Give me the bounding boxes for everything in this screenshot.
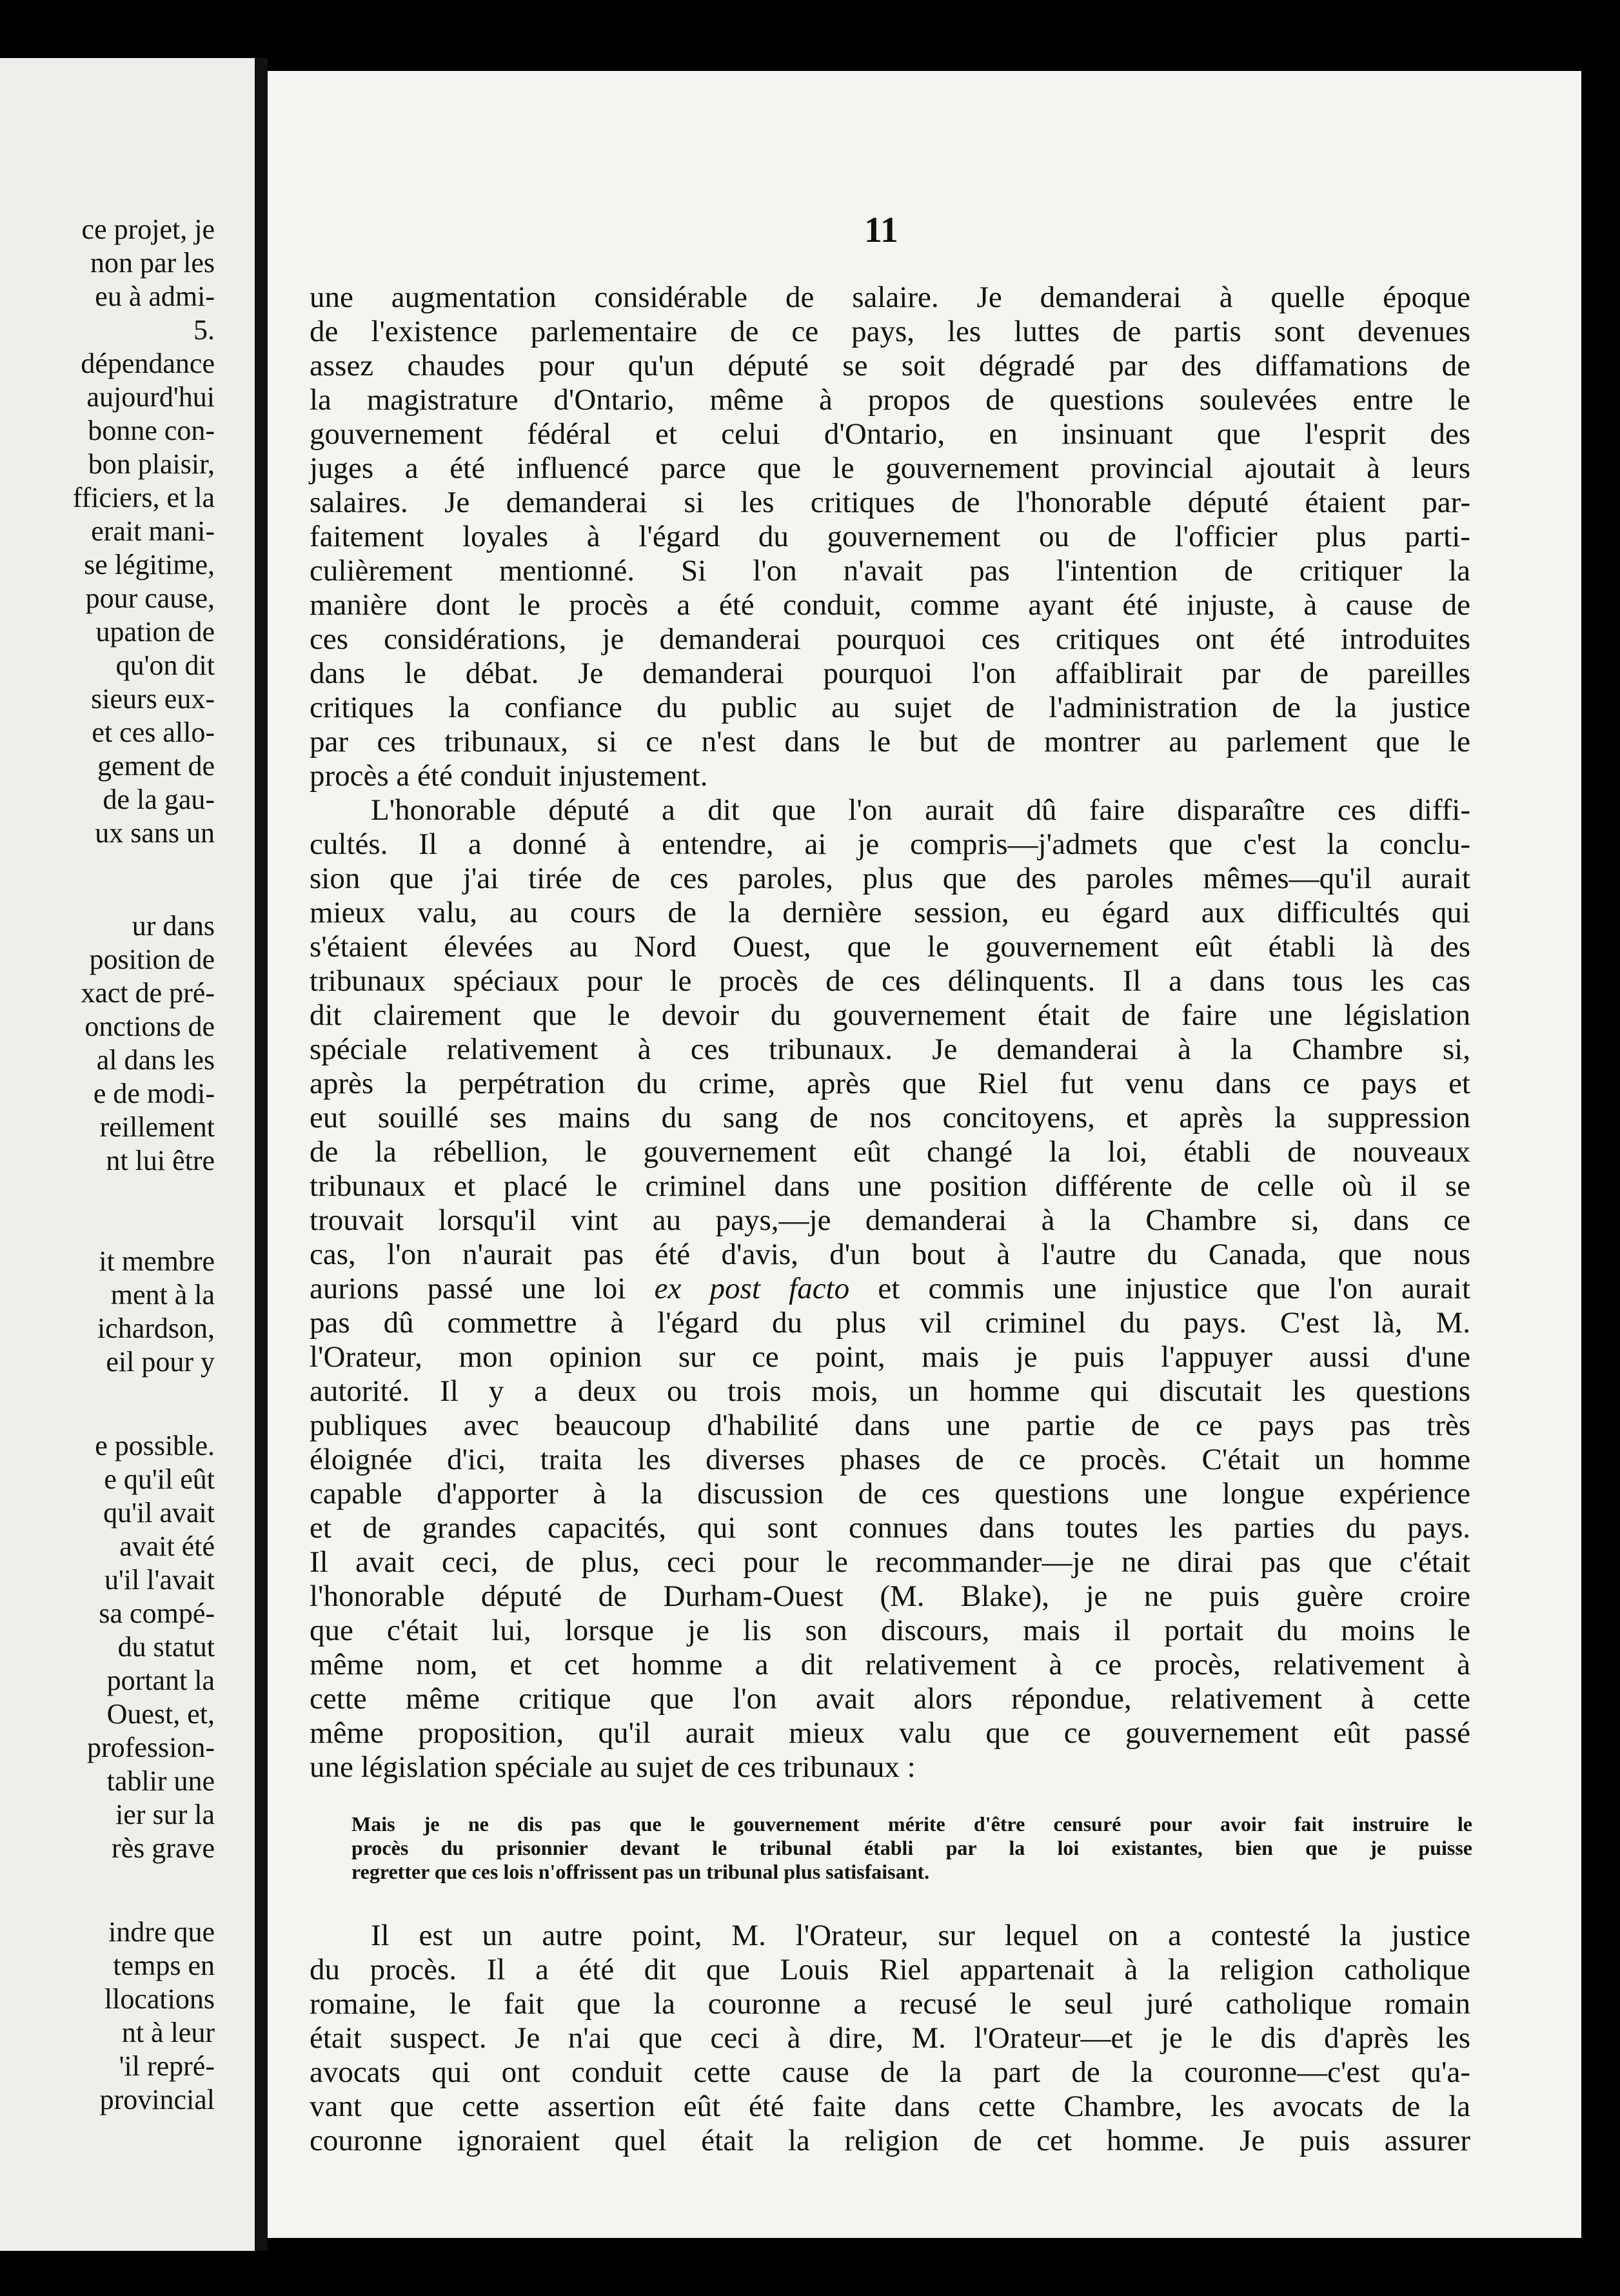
left-page-line: e de modi- bbox=[93, 1078, 215, 1109]
body-line: manière dont le procès a été conduit, comme ayant été injuste, à cause de bbox=[310, 588, 1470, 622]
body-line: l'Orateur, mon opinion sur ce point, mais je puis l'appuyer aussi d'une bbox=[310, 1340, 1470, 1374]
body-line: sion que j'ai tirée de ces paroles, plus que des paroles mêmes—qu'il aurait bbox=[310, 862, 1470, 895]
left-page-line: sieurs eux- bbox=[91, 683, 215, 715]
body-line: de la rébellion, le gouvernement eût changé la loi, établi de nouveaux bbox=[310, 1135, 1470, 1169]
left-page-line: indre que bbox=[108, 1916, 215, 1948]
body-line: s'étaient élevées au Nord Ouest, que le gouvernement eût établi là des bbox=[310, 930, 1470, 964]
body-line: romaine, le fait que la couronne a recusé le seul juré catholique romain bbox=[310, 1987, 1470, 2021]
body-line: tribunaux spéciaux pour le procès de ces délinquents. Il a dans tous les cas bbox=[310, 964, 1470, 998]
left-page-line: provincial bbox=[99, 2084, 215, 2115]
body-line: pas dû commettre à l'égard du plus vil criminel du pays. C'est là, M. bbox=[310, 1306, 1470, 1340]
body-line: par ces tribunaux, si ce n'est dans le but de montrer au parlement que le bbox=[310, 725, 1470, 758]
left-page-line: u'il l'avait bbox=[104, 1564, 215, 1596]
body-line: eut souillé ses mains du sang de nos concitoyens, et après la suppression bbox=[310, 1101, 1470, 1134]
left-page-line: ichardson, bbox=[97, 1312, 215, 1344]
left-page-line: ce projet, je bbox=[81, 213, 215, 245]
body-line: dit clairement que le devoir du gouvernement était de faire une législation bbox=[310, 998, 1470, 1032]
left-page-line: et ces allo- bbox=[92, 717, 215, 748]
left-page-line: portant la bbox=[106, 1665, 215, 1696]
body-line: la magistrature d'Ontario, même à propos de questions soulevées entre le bbox=[310, 383, 1470, 417]
body-line: L'honorable député a dit que l'on aurait dû faire disparaître ces diffi- bbox=[371, 793, 1470, 827]
left-page-line: pour cause, bbox=[85, 582, 215, 614]
left-page-line: position de bbox=[89, 944, 215, 975]
body-line: était suspect. Je n'ai que ceci à dire, M. l'Orateur—et je le dis d'après les bbox=[310, 2021, 1470, 2055]
quote-line: procès du prisonnier devant le tribunal établi par la loi existantes, bien que je puisse bbox=[351, 1836, 1472, 1859]
body-line: couronne ignoraient quel était la religion de cet homme. Je puis assurer bbox=[310, 2124, 1470, 2157]
left-page-line: dépendance bbox=[81, 348, 215, 379]
body-line: éloignée d'ici, traita les diverses phases de ce procès. C'était un homme bbox=[310, 1443, 1470, 1476]
left-page-line: du statut bbox=[117, 1631, 215, 1663]
body-line: capable d'apporter à la discussion de ces questions une longue expérience bbox=[310, 1477, 1470, 1510]
body-line: du procès. Il a été dit que Louis Riel appartenait à la religion catholique bbox=[310, 1953, 1470, 1986]
left-page-line: de la gau- bbox=[103, 784, 215, 815]
left-page-line: eu à admi- bbox=[95, 281, 215, 312]
left-page-line: al dans les bbox=[96, 1044, 215, 1076]
left-page-line: fficiers, et la bbox=[72, 482, 215, 513]
left-page-line: bon plaisir, bbox=[88, 448, 215, 480]
block-quote bbox=[351, 1812, 1472, 1884]
left-page-line: gement de bbox=[97, 750, 215, 782]
body-line: ces considérations, je demanderai pourquoi ces critiques ont été introduites bbox=[310, 622, 1470, 656]
body-line: mieux valu, au cours de la dernière session, eu égard aux difficultés qui bbox=[310, 896, 1470, 929]
body-line: Il est un autre point, M. l'Orateur, sur lequel on a contesté la justice bbox=[371, 1919, 1470, 1952]
body-line: que c'était lui, lorsque je lis son discours, mais il portait du moins le bbox=[310, 1614, 1470, 1647]
left-page-line: sa compé- bbox=[99, 1598, 215, 1629]
page-number: 11 bbox=[864, 210, 898, 250]
left-page-line: 5. bbox=[193, 314, 215, 346]
body-line: gouvernement fédéral et celui d'Ontario, en insinuant que l'esprit des bbox=[310, 417, 1470, 451]
left-page-line: e qu'il eût bbox=[104, 1463, 215, 1495]
left-page-line: rès grave bbox=[111, 1832, 215, 1864]
quote-line: Mais je ne dis pas que le gouvernement mérite d'être censuré pour avoir fait instruire le bbox=[351, 1812, 1472, 1836]
left-page-fragment bbox=[0, 58, 255, 2251]
right-page bbox=[268, 71, 1581, 2238]
body-line: faitement loyales à l'égard du gouvernement ou de l'officier plus parti- bbox=[310, 520, 1470, 553]
body-line: et de grandes capacités, qui sont connues dans toutes les parties du pays. bbox=[310, 1511, 1470, 1545]
body-text-continued bbox=[310, 1919, 1470, 2158]
left-page-line: temps en bbox=[113, 1950, 215, 1981]
body-line: vant que cette assertion eût été faite dans cette Chambre, les avocats de la bbox=[310, 2090, 1470, 2123]
body-line: après la perpétration du crime, après que Riel fut venu dans ce pays et bbox=[310, 1067, 1470, 1100]
left-page-line: ur dans bbox=[132, 910, 215, 942]
left-page-line: eil pour y bbox=[106, 1346, 215, 1378]
left-page-line: Ouest, et, bbox=[106, 1698, 215, 1730]
body-text bbox=[310, 281, 1470, 1785]
left-page-line: e possible. bbox=[95, 1430, 215, 1461]
left-page-line: tablir une bbox=[106, 1765, 215, 1797]
body-line: publiques avec beaucoup d'habilité dans une partie de ce pays pas très bbox=[310, 1409, 1470, 1442]
body-line: cas, l'on n'aurait pas été d'avis, d'un bout à l'autre du Canada, que nous bbox=[310, 1238, 1470, 1271]
body-line: Il avait ceci, de plus, ceci pour le recommander—je ne dirai pas que c'était bbox=[310, 1545, 1470, 1579]
left-page-line: llocations bbox=[104, 1983, 215, 2015]
body-line: juges a été influencé parce que le gouvernement provincial ajoutait à leurs bbox=[310, 451, 1470, 485]
body-line: de l'existence parlementaire de ce pays, les luttes de partis sont devenues bbox=[310, 315, 1470, 348]
left-page-line: upation de bbox=[95, 616, 215, 648]
body-line: l'honorable député de Durham-Ouest (M. Blake), je ne puis guère croire bbox=[310, 1579, 1470, 1613]
left-page-line: ux sans un bbox=[95, 817, 215, 849]
left-page-line: bonne con- bbox=[88, 415, 215, 446]
left-page-line: nt lui être bbox=[106, 1145, 215, 1176]
body-line: même nom, et cet homme a dit relativement à ce procès, relativement à bbox=[310, 1648, 1470, 1681]
body-line: une augmentation considérable de salaire. Je demanderai à quelle époque bbox=[310, 281, 1470, 314]
body-line: dans le débat. Je demanderai pourquoi l'on affaiblirait par de pareilles bbox=[310, 657, 1470, 690]
left-page-line: aujourd'hui bbox=[86, 381, 215, 413]
page-gutter bbox=[255, 58, 268, 2251]
body-line: culièrement mentionné. Si l'on n'avait pas l'intention de critiquer la bbox=[310, 554, 1470, 588]
body-line: cultés. Il a donné à entendre, ai je compris—j'admets que c'est la conclu- bbox=[310, 827, 1470, 861]
body-line: spéciale relativement à ces tribunaux. Je demanderai à la Chambre si, bbox=[310, 1033, 1470, 1066]
left-page-line: it membre bbox=[99, 1245, 215, 1277]
left-page-line: reillement bbox=[99, 1111, 215, 1143]
body-line: aurions passé une loi ex post facto et commis une injustice que l'on aurait bbox=[310, 1272, 1471, 1305]
body-line: autorité. Il y a deux ou trois mois, un homme qui discutait les questions bbox=[310, 1374, 1470, 1408]
left-page-line: non par les bbox=[90, 247, 215, 279]
left-page-line: 'il repré- bbox=[119, 2050, 215, 2082]
body-line: procès a été conduit injustement. bbox=[310, 759, 708, 793]
left-page-line: qu'il avait bbox=[103, 1497, 215, 1529]
body-line: une législation spéciale au sujet de ces tribunaux : bbox=[310, 1750, 916, 1784]
body-line: même proposition, qu'il aurait mieux valu que ce gouvernement eût passé bbox=[310, 1716, 1470, 1750]
left-page-line: erait mani- bbox=[91, 515, 215, 547]
body-line: critiques la confiance du public au sujet de l'administration de la justice bbox=[310, 691, 1470, 724]
left-page-line: se légitime, bbox=[84, 549, 215, 580]
body-line: tribunaux et placé le criminel dans une position différente de celle où il se bbox=[310, 1169, 1470, 1203]
left-page-line: qu'on dit bbox=[115, 649, 215, 681]
left-page-line: ier sur la bbox=[115, 1799, 215, 1830]
left-page-line: nt à leur bbox=[121, 2017, 215, 2048]
left-page-line: avait été bbox=[119, 1530, 215, 1562]
left-page-line: onctions de bbox=[84, 1011, 215, 1042]
body-line: assez chaudes pour qu'un député se soit dégradé par des diffamations de bbox=[310, 349, 1470, 382]
body-line: salaires. Je demanderai si les critiques de l'honorable député étaient par- bbox=[310, 486, 1470, 519]
body-line: trouvait lorsqu'il vint au pays,—je demanderai à la Chambre si, dans ce bbox=[310, 1203, 1470, 1237]
left-page-line: xact de pré- bbox=[81, 977, 215, 1009]
quote-line: regretter que ces lois n'offrissent pas un tribunal plus satisfaisant. bbox=[351, 1860, 930, 1883]
body-line: avocats qui ont conduit cette cause de la part de la couronne—c'est qu'a- bbox=[310, 2055, 1470, 2089]
left-page-line: ment à la bbox=[110, 1279, 215, 1311]
body-line: cette même critique que l'on avait alors répondue, relativement à cette bbox=[310, 1682, 1470, 1716]
left-page-line: profession- bbox=[87, 1732, 215, 1763]
